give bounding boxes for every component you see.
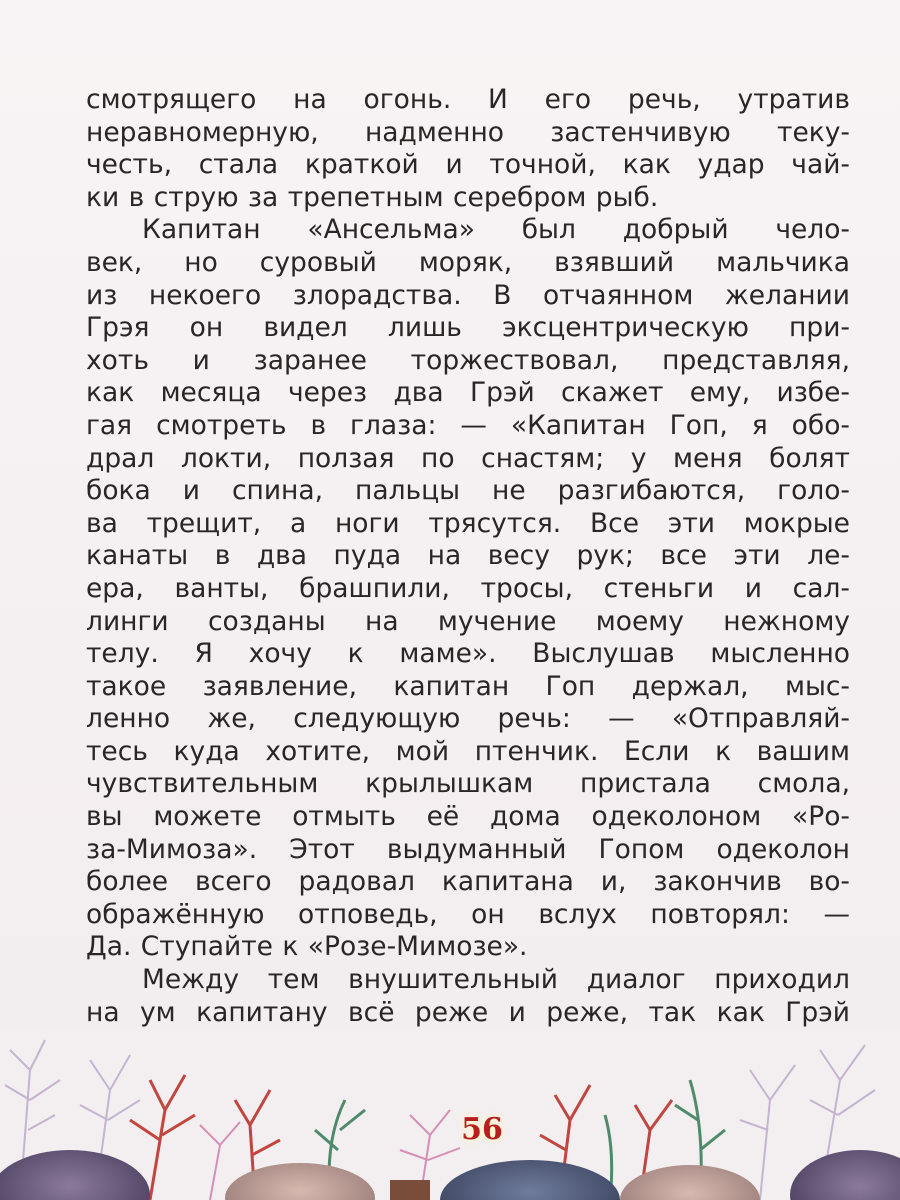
paragraph-first-line: Капитан «Ансельма» был добрый чело- <box>142 214 850 246</box>
text-line: за-Мимоза». Этот выдуманный Гопом одеколон <box>86 833 850 865</box>
text-line: Грэя он видел лишь эксцентрическую при- <box>86 312 850 344</box>
coral-reef-illustration <box>0 1030 900 1200</box>
page-number: 56 <box>461 1112 503 1147</box>
text-line: смотрящего на огонь. И его речь, утратив <box>86 84 850 115</box>
text-line: век, но суровый моряк, взявший мальчика <box>86 246 850 278</box>
text-line: чувствительным крылышкам пристала смола, <box>86 768 850 800</box>
paragraph-first-line: Между тем внушительный диалог приходил <box>142 964 850 996</box>
text-line: ки в струю за трепетным серебром рыб. <box>86 181 659 213</box>
text-line: из некоего злорадства. В отчаянном желании <box>86 279 850 311</box>
text-line: линги созданы на мучение моему нежному <box>86 605 850 637</box>
text-line: как месяца через два Грэй скажет ему, избе- <box>86 377 850 409</box>
text-line: тесь куда хотите, мой птенчик. Если к вашим <box>86 735 850 767</box>
text-line: ленно же, следующую речь: — «Отправляй- <box>86 703 850 735</box>
text-line: более всего радовал капитана и, закончив во- <box>86 866 850 898</box>
text-line: ера, ванты, брашпили, тросы, стеньги и сал- <box>86 572 850 604</box>
text-line: драл локти, ползая по снастям; у меня болят <box>86 442 850 474</box>
text-line: неравномерную, надменно застенчивую теку- <box>86 116 850 148</box>
text-line: хоть и заранее торжествовал, представляя, <box>86 344 850 376</box>
text-line: ва трещит, а ноги трясутся. Все эти мокрые <box>86 507 850 539</box>
text-line: на ум капитану всё реже и реже, так как Грэй <box>86 996 850 1028</box>
text-line: Да. Ступайте к «Розе-Мимозе». <box>86 931 528 963</box>
text-line: телу. Я хочу к маме». Выслушав мысленно <box>86 638 850 670</box>
text-line: канаты в два пуда на весу рук; все эти ле- <box>86 540 850 572</box>
text-line: бока и спина, пальцы не разгибаются, голо- <box>86 475 850 507</box>
text-line: гая смотреть в глаза: — «Капитан Гоп, я обо- <box>86 409 850 441</box>
text-line: такое заявление, капитан Гоп держал, мыс- <box>86 670 850 702</box>
body-text <box>86 84 850 1029</box>
text-line: вы можете отмыть её дома одеколоном «Ро- <box>86 801 850 833</box>
text-line: честь, стала краткой и точной, как удар чай- <box>86 149 850 181</box>
text-line: ображённую отповедь, он вслух повторял: — <box>86 898 850 930</box>
